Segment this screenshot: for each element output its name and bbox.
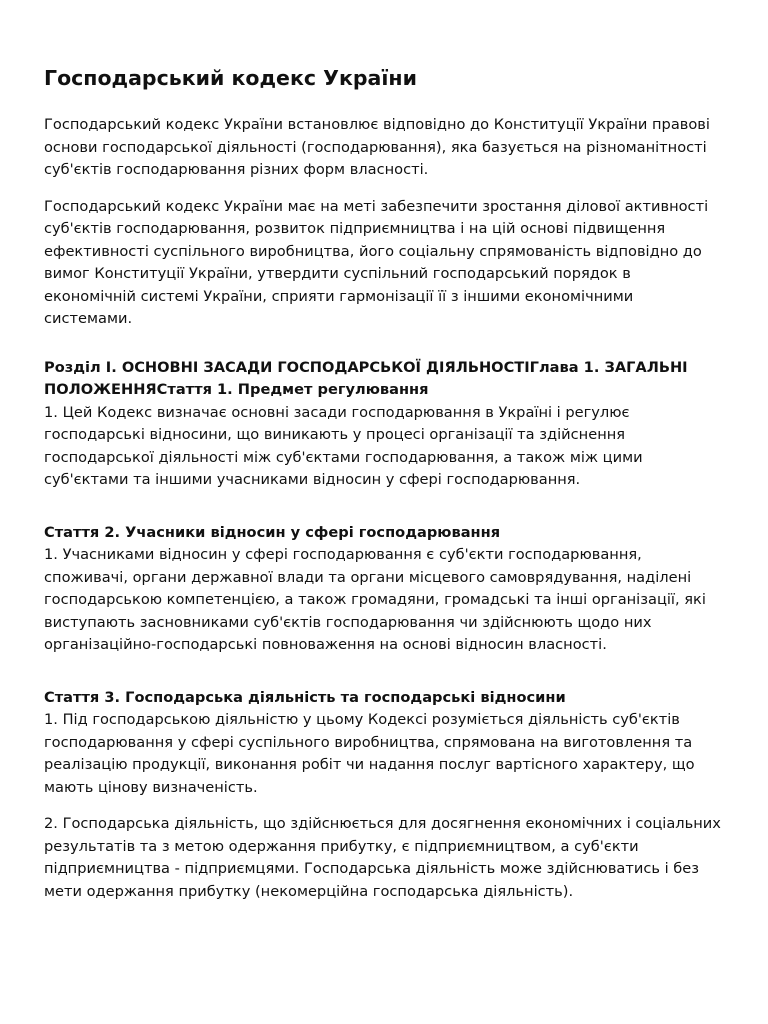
intro-paragraph-2: Господарський кодекс України має на меті забезпечити зростання ділової активності суб'єктів господарювання, розвиток підприємництва і на цій основі підвищення ефективності суспільного виробництва, його соціальну спрямованість відповідно до вимог Конституції України, утвердити суспільний господарський порядок в економічній системі України, сприяти гармонізації її з іншими економічними системами. bbox=[44, 197, 709, 327]
intro-paragraph-1: Господарський кодекс України встановлює відповідно до Конституції України правові основи господарської діяльності (господарювання), яка базується на різноманітності суб'єктів господарювання різних форм власності. bbox=[44, 116, 710, 178]
page-title: Господарський кодекс України bbox=[44, 66, 417, 90]
article-2-section bbox=[44, 522, 724, 657]
article-2-heading: Стаття 2. Учасники відносин у сфері господарювання bbox=[44, 523, 501, 541]
article-1-section bbox=[44, 357, 724, 492]
article-3-paragraph-1: 1. Під господарською діяльністю у цьому Кодексі розуміється діяльність суб'єктів господарювання у сфері суспільного виробництва, спрямована на виготовлення та реалізацію продукції, виконання робіт чи надання послуг вартісного характеру, що мають цінову визначеність. bbox=[44, 711, 695, 796]
article-3-section bbox=[44, 687, 724, 904]
article-3-heading: Стаття 3. Господарська діяльність та господарські відносини bbox=[44, 688, 566, 706]
article-1-paragraph-1: 1. Цей Кодекс визначає основні засади господарювання в Україні і регулює господарські відносини, що виникають у процесі організації та здійснення господарської діяльності між суб'єктами господарювання, а також між цими суб'єктами та іншими учасниками відносин у сфері господарювання. bbox=[44, 403, 643, 488]
article-3-paragraph-2: 2. Господарська діяльність, що здійснюється для досягнення економічних і соціальних результатів та з метою одержання прибутку, є підприємництвом, а суб'єкти підприємництва - підприємцями. Господарська діяльність може здійснюватись і без мети одержання прибутку (некомерційна господарська діяльність). bbox=[44, 815, 721, 900]
article-2-paragraph-1: 1. Учасниками відносин у сфері господарювання є суб'єкти господарювання, споживачі, органи державної влади та органи місцевого самоврядування, наділені господарською компетенцією, а також громадяни, громадські та інші організації, які виступають засновниками суб'єктів господарювання чи здійснюють щодо них організаційно-господарські повноваження на основі відносин власності. bbox=[44, 546, 706, 653]
article-1-heading: Розділ I. ОСНОВНІ ЗАСАДИ ГОСПОДАРСЬКОЇ ДІЯЛЬНОСТІГлава 1. ЗАГАЛЬНІ ПОЛОЖЕННЯСтаття 1. Предмет регулювання bbox=[44, 358, 688, 398]
